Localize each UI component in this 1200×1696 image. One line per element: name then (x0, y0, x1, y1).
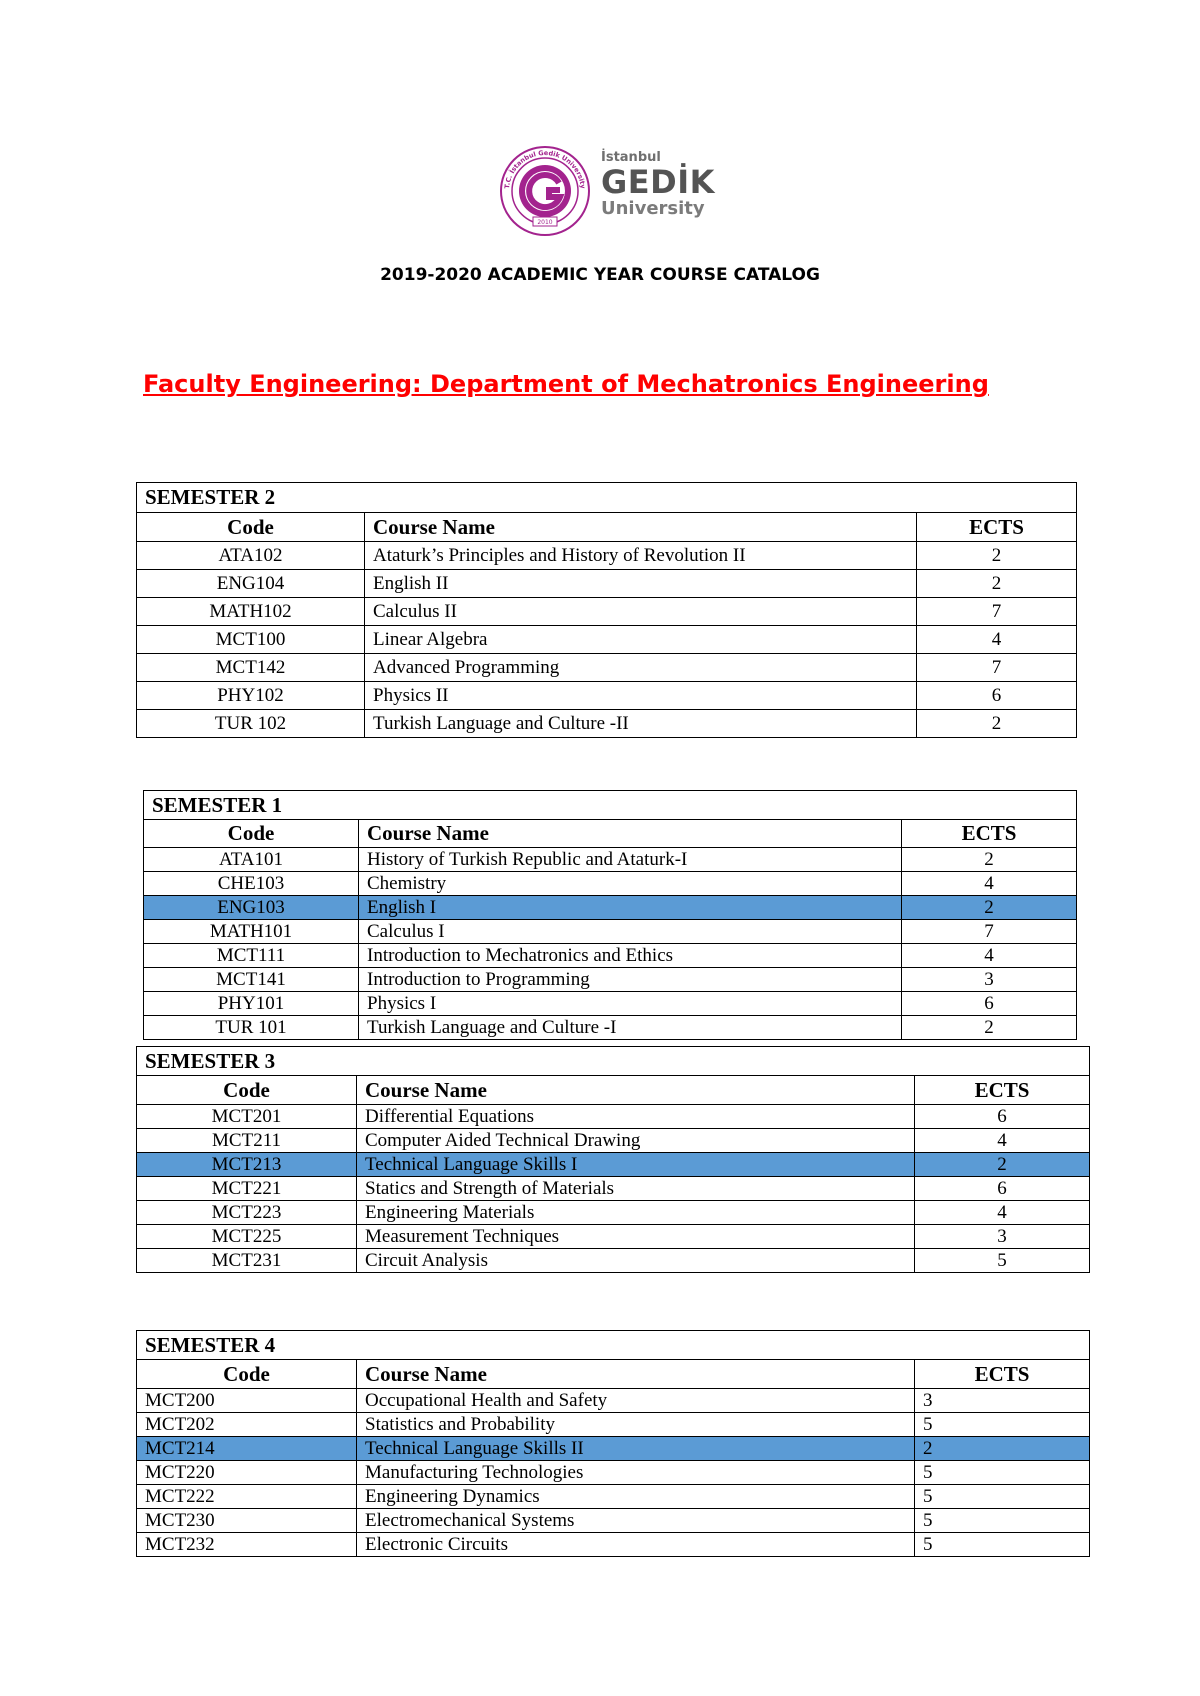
course-row (144, 872, 1077, 896)
course-ects: 5 (915, 1249, 1090, 1273)
semester-2-table (136, 482, 1077, 738)
course-code: MCT225 (137, 1225, 357, 1249)
course-ects: 5 (915, 1413, 1090, 1437)
course-name: Introduction to Programming (359, 968, 902, 992)
course-code: MATH101 (144, 920, 359, 944)
course-name: English I (359, 896, 902, 920)
course-code: MCT214 (137, 1437, 357, 1461)
course-name: Ataturk’s Principles and History of Revolution II (365, 542, 917, 570)
svg-text:2010: 2010 (537, 219, 553, 226)
course-ects: 2 (917, 542, 1077, 570)
course-name: Engineering Materials (357, 1201, 915, 1225)
course-code: TUR 101 (144, 1016, 359, 1040)
course-ects: 4 (915, 1201, 1090, 1225)
course-ects: 4 (917, 626, 1077, 654)
course-row (137, 542, 1077, 570)
course-name: Turkish Language and Culture -II (365, 710, 917, 738)
course-ects: 2 (917, 570, 1077, 598)
course-row (144, 992, 1077, 1016)
course-code: MCT201 (137, 1105, 357, 1129)
course-name: History of Turkish Republic and Ataturk-I (359, 848, 902, 872)
course-name: Technical Language Skills I (357, 1153, 915, 1177)
course-name: Manufacturing Technologies (357, 1461, 915, 1485)
course-name: Electronic Circuits (357, 1533, 915, 1557)
course-ects: 2 (902, 848, 1077, 872)
course-name: English II (365, 570, 917, 598)
course-row (137, 1461, 1090, 1485)
course-ects: 2 (915, 1437, 1090, 1461)
course-name: Introduction to Mechatronics and Ethics (359, 944, 902, 968)
course-row (144, 968, 1077, 992)
course-ects: 5 (915, 1485, 1090, 1509)
course-code: MCT230 (137, 1509, 357, 1533)
course-name: Computer Aided Technical Drawing (357, 1129, 915, 1153)
course-row (137, 1177, 1090, 1201)
course-code: MCT222 (137, 1485, 357, 1509)
course-code: PHY102 (137, 682, 365, 710)
semester-title: SEMESTER 3 (137, 1047, 1090, 1076)
course-ects: 6 (915, 1177, 1090, 1201)
course-ects: 5 (915, 1509, 1090, 1533)
course-code: MCT141 (144, 968, 359, 992)
course-name: Technical Language Skills II (357, 1437, 915, 1461)
course-code: CHE103 (144, 872, 359, 896)
course-code: MCT202 (137, 1413, 357, 1437)
course-ects: 4 (902, 944, 1077, 968)
course-ects: 7 (917, 598, 1077, 626)
course-code: ATA102 (137, 542, 365, 570)
course-name: Advanced Programming (365, 654, 917, 682)
course-ects: 3 (915, 1389, 1090, 1413)
course-row (137, 626, 1077, 654)
course-name: Statics and Strength of Materials (357, 1177, 915, 1201)
course-row (137, 598, 1077, 626)
ects-column-header: ECTS (902, 820, 1077, 848)
course-row (137, 1533, 1090, 1557)
course-code: MCT231 (137, 1249, 357, 1273)
course-name: Physics I (359, 992, 902, 1016)
semester-1-table (143, 790, 1077, 1040)
course-name: Linear Algebra (365, 626, 917, 654)
course-ects: 4 (915, 1129, 1090, 1153)
course-row (137, 1225, 1090, 1249)
course-ects: 6 (915, 1105, 1090, 1129)
course-code: ATA101 (144, 848, 359, 872)
course-name-column-header: Course Name (359, 820, 902, 848)
course-row (137, 1105, 1090, 1129)
faculty-heading: Faculty Engineering: Department of Mechatronics Engineering (143, 370, 989, 398)
course-row (137, 654, 1077, 682)
svg-text:T.C. İstanbul Gedik University: T.C. İstanbul Gedik University (503, 148, 587, 190)
course-ects: 5 (915, 1461, 1090, 1485)
course-name: Measurement Techniques (357, 1225, 915, 1249)
course-row (144, 920, 1077, 944)
course-row (137, 682, 1077, 710)
catalog-title: 2019-2020 ACADEMIC YEAR COURSE CATALOG (380, 265, 820, 285)
course-row (144, 1016, 1077, 1040)
course-name-column-header: Course Name (357, 1360, 915, 1389)
logo-name: GEDİK (601, 163, 715, 201)
course-name: Statistics and Probability (357, 1413, 915, 1437)
ects-column-header: ECTS (917, 513, 1077, 542)
course-row (137, 1249, 1090, 1273)
course-ects: 5 (915, 1533, 1090, 1557)
course-ects: 4 (902, 872, 1077, 896)
course-name: Chemistry (359, 872, 902, 896)
course-code: ENG104 (137, 570, 365, 598)
code-column-header: Code (137, 1360, 357, 1389)
course-code: MCT223 (137, 1201, 357, 1225)
course-name: Differential Equations (357, 1105, 915, 1129)
semester-title: SEMESTER 2 (137, 483, 1077, 513)
university-logo (497, 143, 721, 239)
semester-4-table (136, 1330, 1090, 1557)
course-code: MCT221 (137, 1177, 357, 1201)
course-ects: 7 (902, 920, 1077, 944)
course-name: Calculus I (359, 920, 902, 944)
semester-3-table (136, 1046, 1090, 1273)
course-code: MCT142 (137, 654, 365, 682)
course-row (137, 1413, 1090, 1437)
course-ects: 2 (917, 710, 1077, 738)
course-code: MCT220 (137, 1461, 357, 1485)
course-code: MCT211 (137, 1129, 357, 1153)
course-code: MCT200 (137, 1389, 357, 1413)
course-ects: 7 (917, 654, 1077, 682)
course-ects: 2 (902, 1016, 1077, 1040)
code-column-header: Code (144, 820, 359, 848)
course-row (144, 848, 1077, 872)
course-ects: 6 (917, 682, 1077, 710)
course-name: Physics II (365, 682, 917, 710)
semester-title: SEMESTER 1 (144, 791, 1077, 820)
course-code: MCT111 (144, 944, 359, 968)
course-ects: 6 (902, 992, 1077, 1016)
course-code: PHY101 (144, 992, 359, 1016)
course-code: MCT213 (137, 1153, 357, 1177)
logo-city: İstanbul (601, 150, 661, 165)
ects-column-header: ECTS (915, 1360, 1090, 1389)
course-row (144, 896, 1077, 920)
course-ects: 3 (902, 968, 1077, 992)
course-row (137, 1389, 1090, 1413)
course-name: Calculus II (365, 598, 917, 626)
course-code: MCT232 (137, 1533, 357, 1557)
course-code: MCT100 (137, 626, 365, 654)
course-name: Electromechanical Systems (357, 1509, 915, 1533)
course-row (144, 944, 1077, 968)
logo-subtitle: University (601, 198, 705, 219)
course-row (137, 1509, 1090, 1533)
course-name-column-header: Course Name (357, 1076, 915, 1105)
course-row (137, 1153, 1090, 1177)
code-column-header: Code (137, 513, 365, 542)
course-row (137, 1485, 1090, 1509)
course-name-column-header: Course Name (365, 513, 917, 542)
course-name: Turkish Language and Culture -I (359, 1016, 902, 1040)
course-ects: 2 (915, 1153, 1090, 1177)
course-row (137, 570, 1077, 598)
code-column-header: Code (137, 1076, 357, 1105)
course-code: TUR 102 (137, 710, 365, 738)
course-name: Circuit Analysis (357, 1249, 915, 1273)
course-row (137, 710, 1077, 738)
course-name: Engineering Dynamics (357, 1485, 915, 1509)
semester-title: SEMESTER 4 (137, 1331, 1090, 1360)
course-row (137, 1201, 1090, 1225)
ects-column-header: ECTS (915, 1076, 1090, 1105)
course-code: ENG103 (144, 896, 359, 920)
logo-wordmark (601, 151, 715, 219)
course-ects: 3 (915, 1225, 1090, 1249)
course-ects: 2 (902, 896, 1077, 920)
course-name: Occupational Health and Safety (357, 1389, 915, 1413)
university-seal-icon (497, 143, 593, 239)
course-code: MATH102 (137, 598, 365, 626)
course-row (137, 1437, 1090, 1461)
course-row (137, 1129, 1090, 1153)
